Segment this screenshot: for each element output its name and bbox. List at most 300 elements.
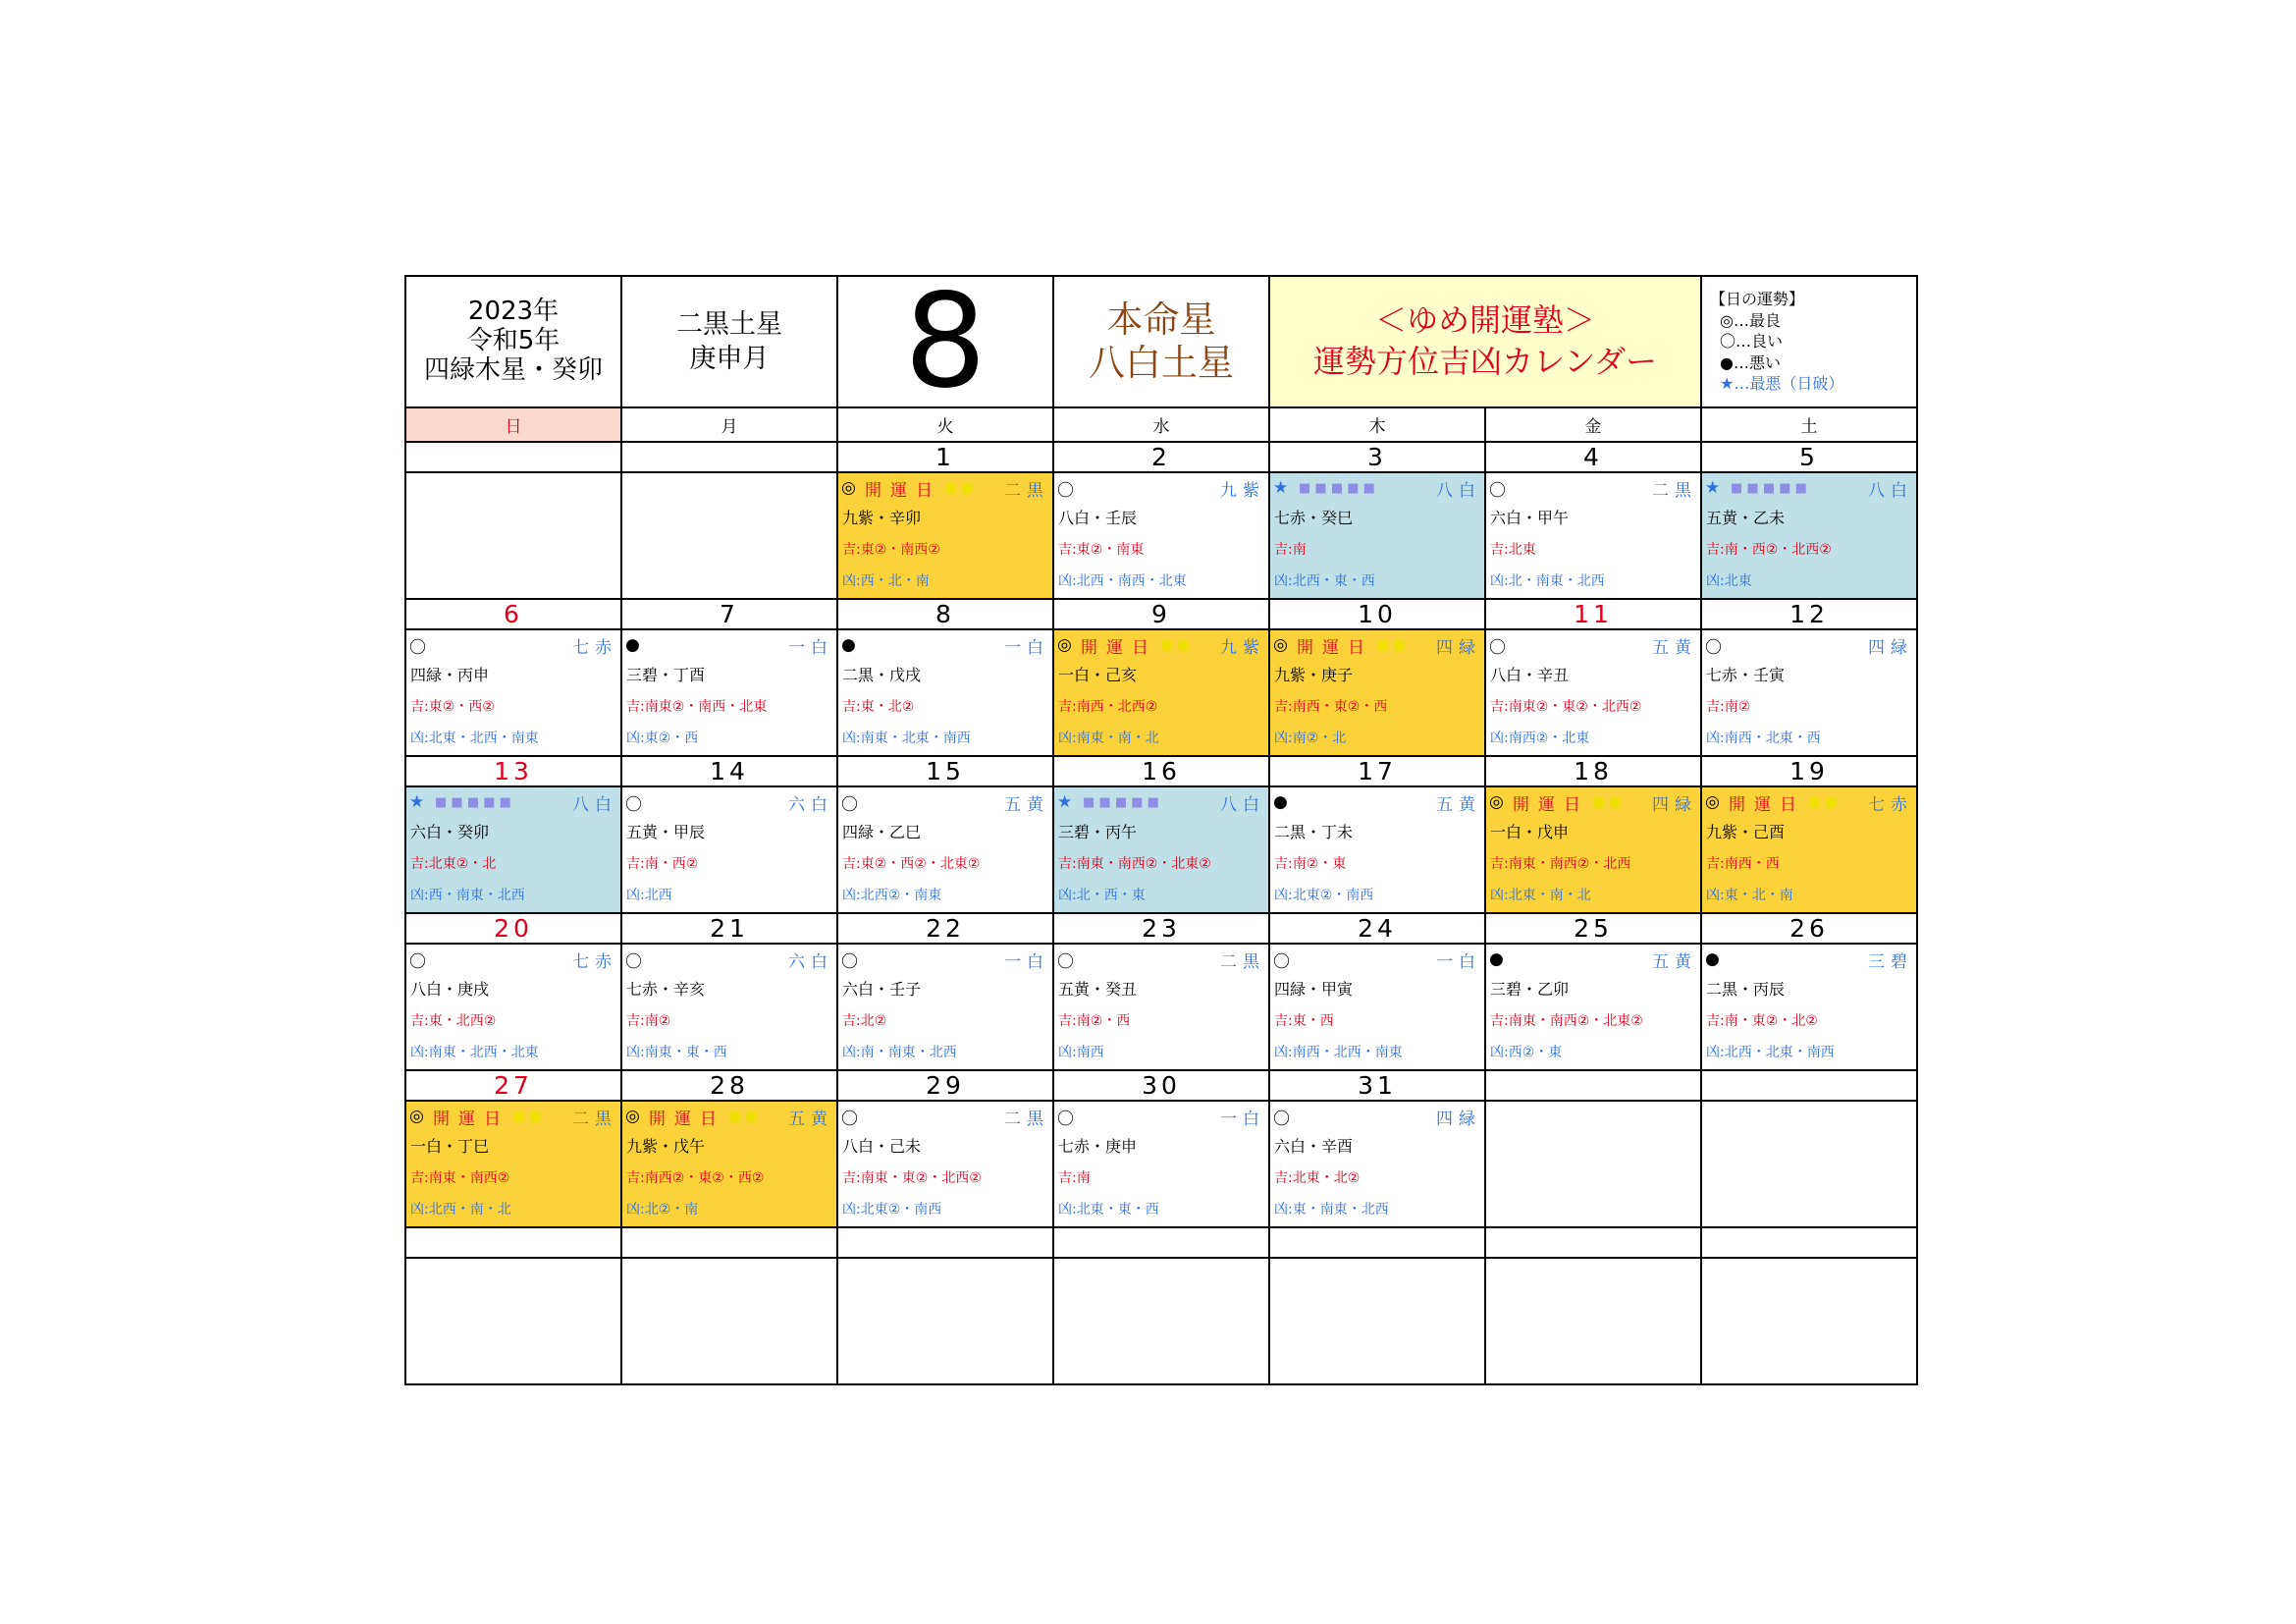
empty-row	[405, 1258, 1917, 1384]
lucky-directions: 吉:北東・北②	[1274, 1170, 1361, 1186]
weekday-thu: 木	[1269, 407, 1485, 442]
fortune-line	[1486, 630, 1700, 660]
day-stem: 七赤・庚申	[1058, 1137, 1138, 1156]
unlucky-directions: 凶:東②・西	[626, 731, 699, 746]
yellow-squares: ■ ■	[945, 480, 974, 496]
day-cell	[1485, 629, 1701, 756]
day-stem: 八白・庚戌	[410, 980, 490, 999]
legend-bad: ●…悪い	[1720, 352, 1781, 372]
kyusei-star: 八白	[1868, 480, 1913, 501]
empty-cell	[405, 1258, 621, 1384]
unlucky-directions: 凶:北西②・南東	[842, 888, 942, 903]
date-number-cell: 11	[1485, 599, 1701, 629]
day-cell	[1701, 944, 1917, 1070]
unlucky-directions: 凶:南西②・北東	[1490, 731, 1590, 746]
fortune-line	[1486, 945, 1700, 974]
lucky-directions: 吉:南	[1274, 542, 1307, 558]
fortune-lead	[1705, 949, 1725, 969]
fortune-lead	[1273, 478, 1375, 498]
yellow-squares: ■ ■	[513, 1109, 542, 1124]
fortune-lead	[1489, 633, 1509, 658]
kyusei-star: 五黄	[1652, 951, 1697, 972]
fortune-mark: ◎	[1705, 792, 1720, 812]
day-stem: 三碧・丁酉	[626, 666, 706, 684]
fortune-lead	[409, 947, 429, 972]
fortune-line	[838, 1102, 1052, 1131]
day-stem: 八白・己未	[842, 1137, 922, 1156]
day-stem: 七赤・壬寅	[1706, 666, 1786, 684]
fortune-mark: ●	[841, 635, 856, 655]
legend-good: 〇…良い	[1720, 332, 1784, 352]
day-stem: 九紫・戊午	[626, 1137, 706, 1156]
fortune-lead	[625, 947, 645, 972]
fortune-line	[1702, 787, 1916, 817]
fortune-mark: 〇	[1057, 480, 1074, 501]
kyusei-star: 八白	[1220, 794, 1265, 815]
day-info-row	[405, 1101, 1917, 1227]
kyusei-star: 二黒	[1220, 951, 1265, 972]
unlucky-directions: 凶:西・北・南	[842, 573, 930, 589]
fortune-mark: 〇	[841, 1109, 858, 1129]
legend-cell	[1701, 276, 1917, 407]
empty-cell	[1053, 1227, 1269, 1258]
day-cell	[1053, 629, 1269, 756]
day-stem: 九紫・庚子	[1274, 666, 1354, 684]
day-cell	[1485, 472, 1701, 599]
fortune-line	[1702, 945, 1916, 974]
fortune-lead	[1489, 790, 1622, 815]
kyusei-star: 二黒	[1004, 1109, 1049, 1129]
lucky-directions: 吉:南西・北西②	[1058, 699, 1158, 715]
fortune-mark: ◎	[1489, 792, 1504, 812]
month-star-cell	[621, 276, 837, 407]
date-number-cell: 28	[621, 1070, 837, 1101]
lucky-directions: 吉:北東	[1490, 542, 1536, 558]
date-number-cell	[405, 442, 621, 472]
date-number-cell: 18	[1485, 756, 1701, 786]
kyusei-star: 四緑	[1436, 1109, 1481, 1129]
lucky-directions: 吉:南②・西	[1058, 1013, 1131, 1029]
lucky-directions: 吉:東・西	[1274, 1013, 1334, 1029]
day-stem: 二黒・戊戌	[842, 666, 922, 684]
yellow-squares: ■ ■	[1161, 637, 1190, 653]
fortune-line	[622, 630, 836, 660]
fortune-line	[838, 787, 1052, 817]
day-cell	[621, 629, 837, 756]
fortune-mark: 〇	[1705, 637, 1722, 658]
day-stem: 五黄・乙未	[1706, 509, 1786, 527]
date-number-cell	[1485, 1070, 1701, 1101]
calendar-table	[404, 275, 1918, 1385]
lucky-directions: 吉:南東・南西②	[410, 1170, 510, 1186]
unlucky-directions: 凶:南西・北東・西	[1706, 731, 1821, 746]
empty-cell	[621, 1227, 837, 1258]
fortune-mark: ◎	[841, 478, 856, 498]
kyusei-star: 二黒	[1004, 480, 1049, 501]
fortune-line	[1270, 945, 1484, 974]
weekday-sun: 日	[405, 407, 621, 442]
day-stem: 九紫・辛卯	[842, 509, 922, 527]
lucky-directions: 吉:東・北西②	[410, 1013, 497, 1029]
lucky-directions: 吉:南②	[626, 1013, 671, 1029]
kyusei-star: 一白	[1004, 951, 1049, 972]
fortune-lead	[841, 947, 861, 972]
fortune-lead	[1273, 947, 1293, 972]
day-cell	[837, 629, 1053, 756]
kyusei-star: 四緑	[1652, 794, 1697, 815]
date-number-cell: 3	[1269, 442, 1485, 472]
day-stem: 二黒・丁未	[1274, 823, 1354, 841]
fortune-mark: 〇	[1489, 637, 1506, 658]
kyusei-star: 一白	[1004, 637, 1049, 658]
fortune-lead	[1057, 947, 1077, 972]
unlucky-directions: 凶:南西	[1058, 1045, 1104, 1060]
purple-squares: ■ ■ ■ ■ ■	[1299, 480, 1375, 496]
day-cell	[1269, 944, 1485, 1070]
fortune-line	[406, 787, 620, 817]
fortune-lead	[409, 792, 511, 812]
purple-squares: ■ ■ ■ ■ ■	[435, 794, 511, 810]
lucky-directions: 吉:東②・西②	[410, 699, 495, 715]
empty-cell	[1269, 1227, 1485, 1258]
era-text: 令和5年	[466, 326, 561, 356]
yellow-squares: ■ ■	[1809, 794, 1838, 810]
date-number-cell: 10	[1269, 599, 1485, 629]
month-star-text: 二黒土星	[676, 308, 782, 340]
empty-cell	[1053, 1258, 1269, 1384]
legend-best: ◎…最良	[1720, 310, 1781, 330]
date-number-cell: 16	[1053, 756, 1269, 786]
kyusei-star: 五黄	[788, 1109, 833, 1129]
fortune-lead	[625, 1105, 758, 1129]
fortune-line	[1486, 473, 1700, 503]
title-line1: ＜ゆめ開運塾＞	[1374, 301, 1595, 340]
fortune-lead	[1489, 949, 1509, 969]
day-stem: 一白・戊申	[1490, 823, 1570, 841]
date-number-cell: 7	[621, 599, 837, 629]
unlucky-directions: 凶:北・南東・北西	[1490, 573, 1605, 589]
fortune-line	[622, 1102, 836, 1131]
unlucky-directions: 凶:北東・東・西	[1058, 1202, 1159, 1218]
fortune-lead	[1273, 792, 1293, 812]
fortune-mark: 〇	[1273, 951, 1290, 972]
unlucky-directions: 凶:南東・南・北	[1058, 731, 1159, 746]
fortune-line	[1270, 787, 1484, 817]
day-cell	[1053, 944, 1269, 1070]
date-number-cell: 15	[837, 756, 1053, 786]
unlucky-directions: 凶:北東・南・北	[1490, 888, 1591, 903]
fortune-line	[1054, 630, 1268, 660]
fortune-lead	[409, 1105, 542, 1129]
kyusei-star: 七赤	[572, 951, 617, 972]
fortune-mark: 〇	[1057, 951, 1074, 972]
fortune-mark: ◎	[625, 1107, 640, 1126]
day-info-row	[405, 786, 1917, 913]
unlucky-directions: 凶:北西・東・西	[1274, 573, 1375, 589]
fortune-mark: 〇	[1273, 1109, 1290, 1129]
lucky-directions: 吉:東②・西②・北東②	[842, 856, 981, 872]
empty-cell	[621, 1258, 837, 1384]
day-cell	[837, 944, 1053, 1070]
day-stem: 七赤・辛亥	[626, 980, 706, 999]
unlucky-directions: 凶:南西・北西・南東	[1274, 1045, 1403, 1060]
fortune-line	[838, 945, 1052, 974]
date-number-cell: 20	[405, 913, 621, 944]
kyusei-star: 七赤	[1868, 794, 1913, 815]
day-cell	[1053, 472, 1269, 599]
day-cell	[837, 1101, 1053, 1227]
yellow-squares: ■ ■	[1593, 794, 1622, 810]
fortune-line	[1054, 1102, 1268, 1131]
date-number-cell: 17	[1269, 756, 1485, 786]
fortune-lead	[841, 790, 861, 815]
honmei-cell	[1053, 276, 1269, 407]
purple-squares: ■ ■ ■ ■ ■	[1731, 480, 1807, 496]
date-number-cell: 4	[1485, 442, 1701, 472]
day-cell	[1053, 1101, 1269, 1227]
fortune-mark: ★	[409, 792, 425, 812]
fortune-lead	[1705, 478, 1807, 498]
empty-cell	[1485, 1227, 1701, 1258]
day-cell	[1701, 629, 1917, 756]
date-number-row	[405, 442, 1917, 472]
fortune-line	[622, 787, 836, 817]
lucky-directions: 吉:南西・東②・西	[1274, 699, 1388, 715]
day-info-row	[405, 629, 1917, 756]
day-stem: 一白・己亥	[1058, 666, 1138, 684]
kaiun-label: 開運日	[1729, 794, 1805, 815]
date-number-cell: 1	[837, 442, 1053, 472]
lucky-directions: 吉:南東・南西②・北西	[1490, 856, 1631, 872]
kaiun-label: 開運日	[865, 480, 941, 501]
lucky-directions: 吉:南②・東	[1274, 856, 1347, 872]
kyusei-star: 九紫	[1220, 480, 1265, 501]
lucky-directions: 吉:南②	[1706, 699, 1751, 715]
month-number: 8	[837, 276, 1053, 407]
fortune-lead	[841, 635, 861, 655]
date-number-cell: 14	[621, 756, 837, 786]
day-cell	[405, 472, 621, 599]
day-stem: 四緑・甲寅	[1274, 980, 1354, 999]
date-number-cell: 27	[405, 1070, 621, 1101]
fortune-lead	[625, 790, 645, 815]
kaiun-label: 開運日	[1297, 637, 1373, 658]
weekday-tue: 火	[837, 407, 1053, 442]
fortune-lead	[1057, 476, 1077, 501]
fortune-line	[1270, 473, 1484, 503]
fortune-line	[406, 1102, 620, 1131]
lucky-directions: 吉:南東・南西②・北東②	[1490, 1013, 1643, 1029]
date-number-cell: 21	[621, 913, 837, 944]
lucky-directions: 吉:東②・南西②	[842, 542, 940, 558]
unlucky-directions: 凶:北東②・南西	[1274, 888, 1374, 903]
day-cell	[1269, 1101, 1485, 1227]
kaiun-label: 開運日	[1513, 794, 1589, 815]
fortune-line	[1702, 630, 1916, 660]
fortune-line	[1054, 473, 1268, 503]
day-cell	[621, 472, 837, 599]
fortune-mark: ★	[1057, 792, 1073, 812]
kyusei-star: 二黒	[1652, 480, 1697, 501]
fortune-line	[1486, 787, 1700, 817]
day-cell	[1053, 786, 1269, 913]
fortune-lead	[1705, 633, 1725, 658]
fortune-mark: 〇	[409, 637, 426, 658]
date-number-cell: 8	[837, 599, 1053, 629]
lucky-directions: 吉:南	[1058, 1170, 1091, 1186]
date-number-cell: 25	[1485, 913, 1701, 944]
fortune-mark: 〇	[841, 794, 858, 815]
fortune-line	[1054, 945, 1268, 974]
fortune-mark: ◎	[409, 1107, 424, 1126]
fortune-mark: 〇	[1057, 1109, 1074, 1129]
day-cell	[1269, 629, 1485, 756]
fortune-lead	[1273, 1105, 1293, 1129]
fortune-lead	[841, 476, 974, 501]
day-stem: 六白・甲午	[1490, 509, 1570, 527]
date-number-cell: 2	[1053, 442, 1269, 472]
fortune-mark: ◎	[1273, 635, 1288, 655]
kyusei-star: 八白	[572, 794, 617, 815]
date-number-cell: 26	[1701, 913, 1917, 944]
day-cell	[621, 944, 837, 1070]
fortune-mark: 〇	[841, 951, 858, 972]
lucky-directions: 吉:南東・南西②・北東②	[1058, 856, 1211, 872]
unlucky-directions: 凶:南東・北西・北東	[410, 1045, 539, 1060]
empty-row	[405, 1227, 1917, 1258]
empty-cell	[837, 1258, 1053, 1384]
unlucky-directions: 凶:北西・南・北	[410, 1202, 511, 1218]
weekday-row	[405, 407, 1917, 442]
month-branch-text: 庚申月	[689, 344, 770, 374]
fortune-line	[838, 630, 1052, 660]
date-number-cell: 19	[1701, 756, 1917, 786]
day-stem: 五黄・甲辰	[626, 823, 706, 841]
day-stem: 八白・辛丑	[1490, 666, 1570, 684]
unlucky-directions: 凶:南東・北東・南西	[842, 731, 971, 746]
day-cell	[405, 629, 621, 756]
fortune-line	[1270, 630, 1484, 660]
date-number-cell: 9	[1053, 599, 1269, 629]
lucky-directions: 吉:南西②・東②・西②	[626, 1170, 765, 1186]
fortune-lead	[1057, 1105, 1077, 1129]
fortune-lead	[841, 1105, 861, 1129]
date-number-cell: 6	[405, 599, 621, 629]
kaiun-label: 開運日	[1081, 637, 1157, 658]
unlucky-directions: 凶:西②・東	[1490, 1045, 1563, 1060]
kyusei-star: 五黄	[1652, 637, 1697, 658]
unlucky-directions: 凶:東・北・南	[1706, 888, 1793, 903]
kaiun-label: 開運日	[649, 1109, 725, 1129]
year-star-text: 四緑木星・癸卯	[423, 354, 603, 385]
lucky-directions: 吉:東・北②	[842, 699, 915, 715]
kyusei-star: 五黄	[1004, 794, 1049, 815]
unlucky-directions: 凶:北東・北西・南東	[410, 731, 539, 746]
yellow-squares: ■ ■	[1377, 637, 1406, 653]
unlucky-directions: 凶:南②・北	[1274, 731, 1347, 746]
date-number-cell: 29	[837, 1070, 1053, 1101]
fortune-mark: 〇	[625, 794, 642, 815]
day-info-row	[405, 944, 1917, 1070]
honmei-star: 八白土星	[1089, 342, 1234, 384]
header-row	[405, 276, 1917, 407]
lucky-directions: 吉:南西・西	[1706, 856, 1780, 872]
lucky-directions: 吉:南・東②・北②	[1706, 1013, 1818, 1029]
fortune-mark: ●	[1489, 949, 1504, 969]
fortune-line	[1270, 1102, 1484, 1131]
date-number-row	[405, 913, 1917, 944]
purple-squares: ■ ■ ■ ■ ■	[1083, 794, 1159, 810]
lucky-directions: 吉:南東・東②・北西②	[842, 1170, 982, 1186]
kyusei-star: 九紫	[1220, 637, 1265, 658]
kyusei-star: 四緑	[1436, 637, 1481, 658]
day-cell	[1485, 1101, 1701, 1227]
unlucky-directions: 凶:南・南東・北西	[842, 1045, 957, 1060]
date-number-cell: 30	[1053, 1070, 1269, 1101]
fortune-lead	[1489, 476, 1509, 501]
fortune-line	[406, 630, 620, 660]
day-stem: 二黒・丙辰	[1706, 980, 1786, 999]
title-cell	[1269, 276, 1701, 407]
day-stem: 六白・癸卯	[410, 823, 490, 841]
date-number-row	[405, 1070, 1917, 1101]
unlucky-directions: 凶:北東	[1706, 573, 1752, 589]
fortune-mark: 〇	[1489, 480, 1506, 501]
lucky-directions: 吉:南東②・南西・北東	[626, 699, 768, 715]
date-number-cell: 24	[1269, 913, 1485, 944]
empty-cell	[1701, 1258, 1917, 1384]
fortune-line	[1702, 473, 1916, 503]
fortune-line	[406, 945, 620, 974]
kyusei-star: 一白	[1220, 1109, 1265, 1129]
fortune-line	[622, 945, 836, 974]
fortune-mark: ★	[1705, 478, 1721, 498]
lucky-directions: 吉:北東②・北	[410, 856, 497, 872]
day-cell	[1701, 472, 1917, 599]
unlucky-directions: 凶:北東②・南西	[842, 1202, 942, 1218]
day-cell	[405, 786, 621, 913]
lucky-directions: 吉:南・西②	[626, 856, 699, 872]
date-number-cell: 31	[1269, 1070, 1485, 1101]
empty-cell	[405, 1227, 621, 1258]
fortune-mark: ◎	[1057, 635, 1072, 655]
day-stem: 五黄・癸丑	[1058, 980, 1138, 999]
kyusei-star: 七赤	[572, 637, 617, 658]
fortune-mark: 〇	[409, 951, 426, 972]
date-number-cell: 23	[1053, 913, 1269, 944]
day-stem: 八白・壬辰	[1058, 509, 1138, 527]
day-stem: 四緑・乙巳	[842, 823, 922, 841]
empty-cell	[837, 1227, 1053, 1258]
kyusei-star: 六白	[788, 794, 833, 815]
day-cell	[405, 944, 621, 1070]
kyusei-star: 四緑	[1868, 637, 1913, 658]
kyusei-star: 一白	[1436, 951, 1481, 972]
day-cell	[1485, 944, 1701, 1070]
kyusei-star: 八白	[1436, 480, 1481, 501]
fortune-lead	[1057, 633, 1190, 658]
weekday-sat: 土	[1701, 407, 1917, 442]
day-stem: 六白・辛酉	[1274, 1137, 1354, 1156]
date-number-cell: 13	[405, 756, 621, 786]
unlucky-directions: 凶:北西	[626, 888, 672, 903]
day-cell	[1701, 786, 1917, 913]
day-stem: 六白・壬子	[842, 980, 922, 999]
kyusei-star: 一白	[788, 637, 833, 658]
lucky-directions: 吉:北②	[842, 1013, 887, 1029]
date-number-cell: 5	[1701, 442, 1917, 472]
day-cell	[621, 786, 837, 913]
